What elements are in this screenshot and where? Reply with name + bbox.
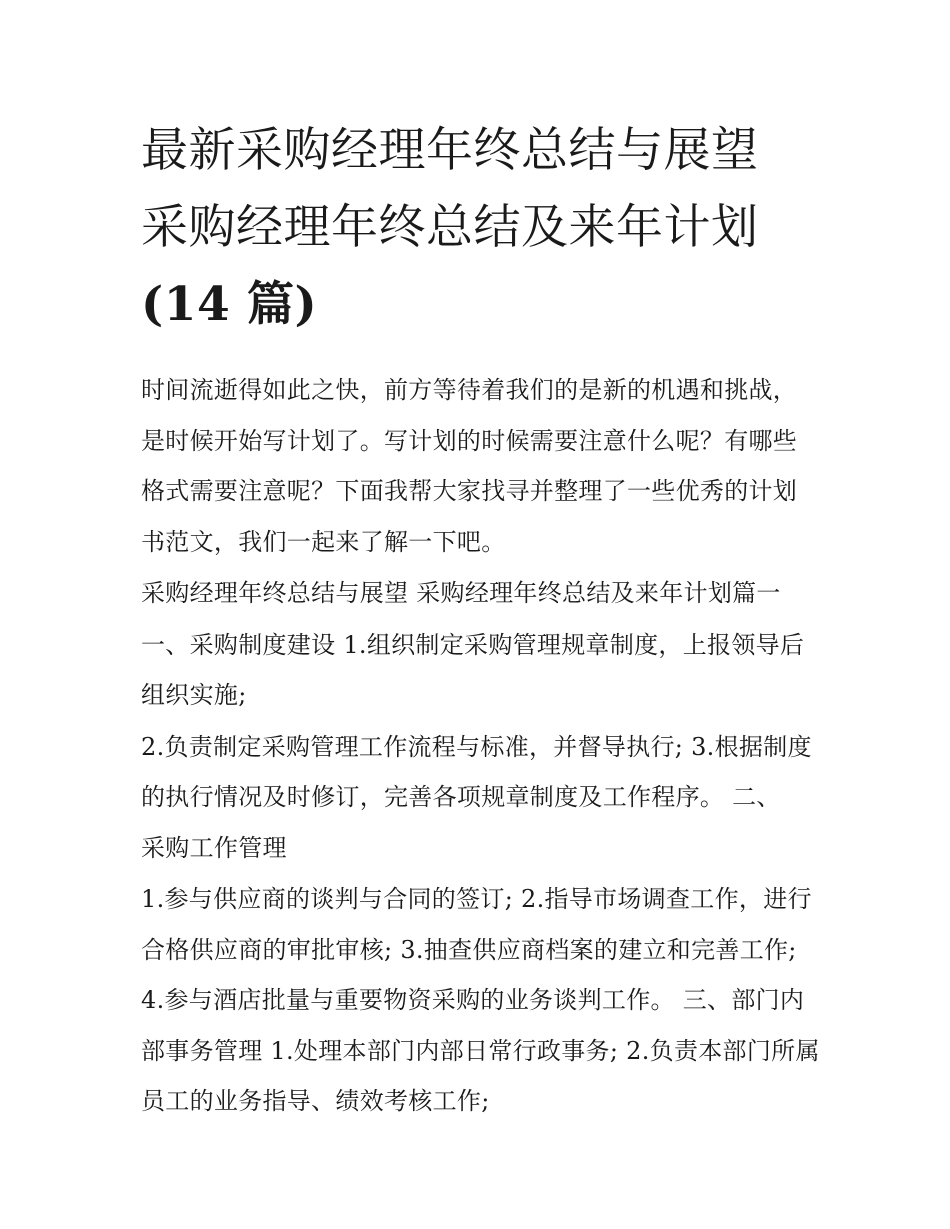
text-line: 部事务管理 1.处理本部门内部日常行政事务; 2.负责本部门所属 [141,1036,820,1065]
title-count: (14 篇) [141,277,318,332]
text-line: 采购经理年终总结与展望 采购经理年终总结及来年计划篇一 [141,579,781,607]
text-line: 采购工作管理 [141,833,287,862]
title-line: 采购经理年终总结及来年计划 [141,200,759,255]
document-content [141,112,820,1128]
procurement-system-paragraph [141,620,813,721]
text-line: 书范文，我们一起来了解一下吧。 [141,527,506,556]
text-line: 时间流逝得如此之快，前方等待着我们的是新的机遇和挑战， [141,376,798,404]
text-line: 一、采购制度建设 1.组织制定采购管理规章制度，上报领导后 [141,630,805,659]
text-line: 4.参与酒店批量与重要物资采购的业务谈判工作。 三、部门内 [141,986,805,1014]
text-line: 是时候开始写计划了。写计划的时候需要注意什么呢？有哪些 [141,426,798,455]
text-line: 员工的业务指导、绩效考核工作; [141,1087,490,1115]
supplier-paragraph [141,874,820,1127]
workflow-paragraph [141,722,813,874]
text-line: 组织实施; [141,681,247,709]
intro-paragraph [141,365,813,567]
text-line: 2.负责制定采购管理工作流程与标准，并督导执行; 3.根据制度 [141,732,812,761]
text-line: 格式需要注意呢？下面我帮大家找寻并整理了一些优秀的计划 [141,477,798,505]
section-heading-paragraph [141,568,813,619]
text-line: 的执行情况及时修订，完善各项规章制度及工作程序。 二、 [141,783,781,811]
title-line: 最新采购经理年终总结与展望 [141,123,759,178]
text-line: 合格供应商的审批审核; 3.抽查供应商档案的建立和完善工作; [141,935,797,964]
document-body [141,365,820,1127]
text-line: 1.参与供应商的谈判与合同的签订; 2.指导市场调查工作，进行 [141,885,812,913]
document-title [141,112,813,343]
